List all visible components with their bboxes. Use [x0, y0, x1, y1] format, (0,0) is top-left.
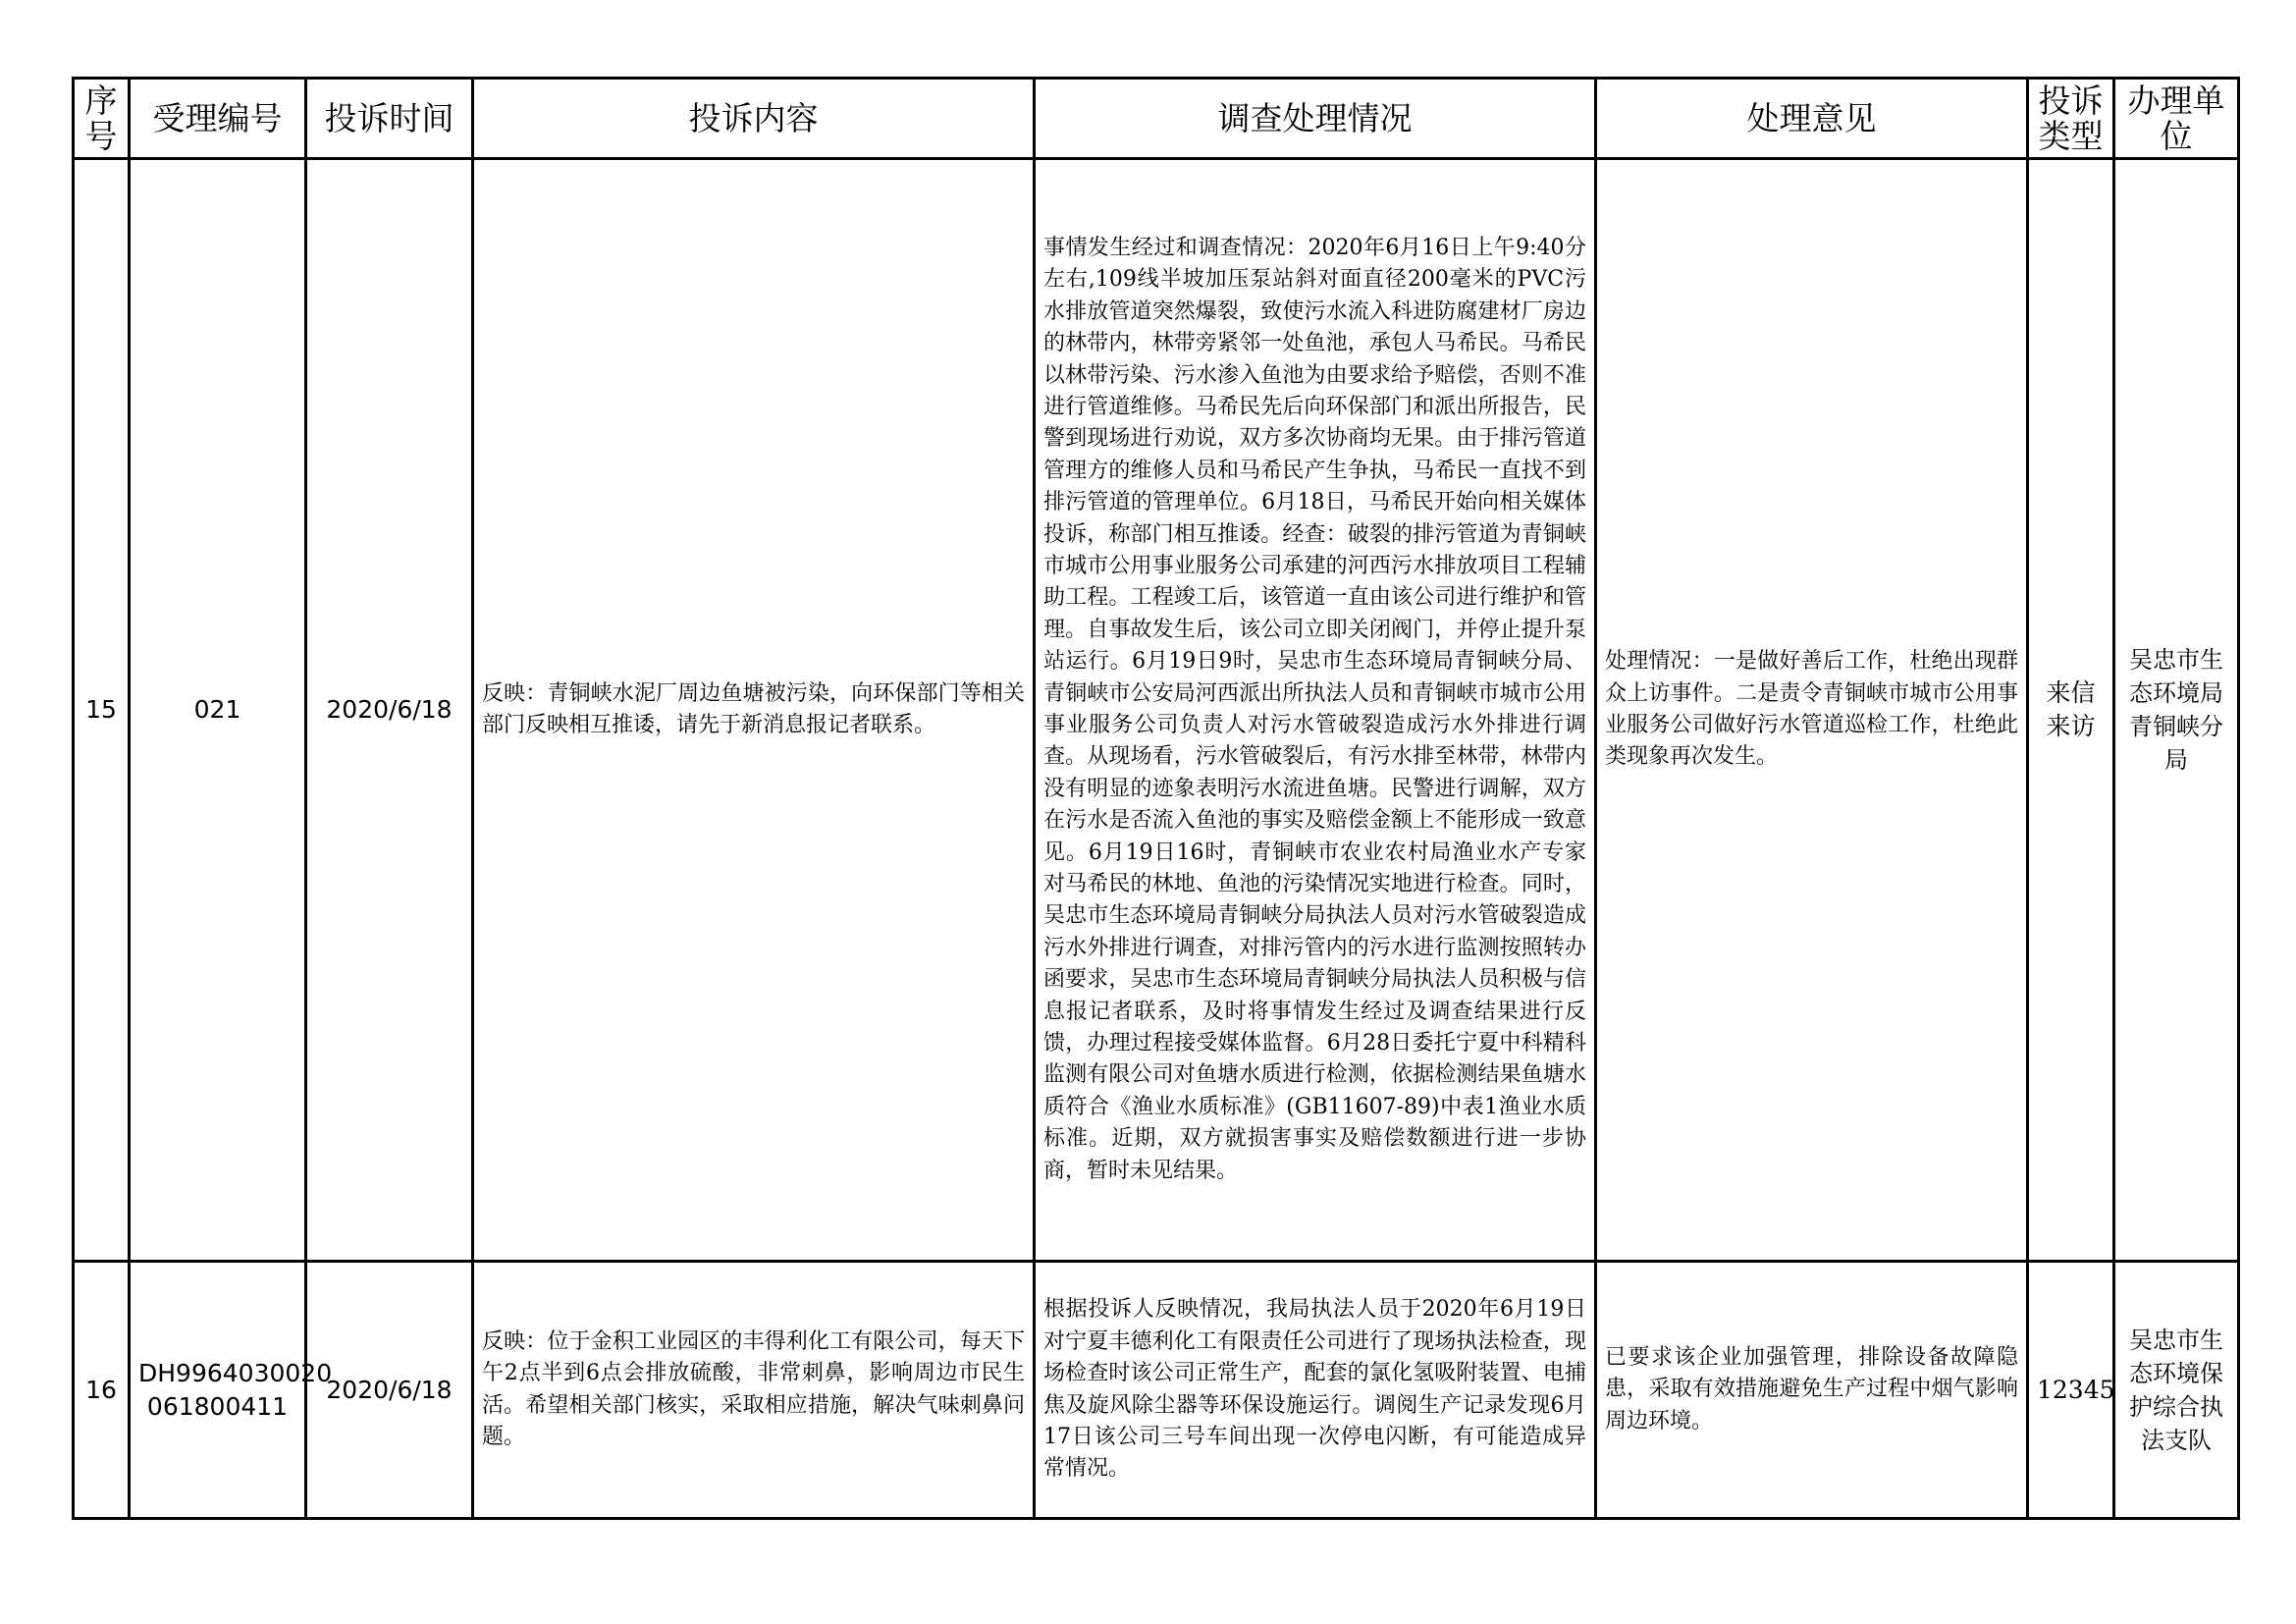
- row-type: 12345: [2028, 1262, 2114, 1519]
- row-case-id: 021: [130, 159, 306, 1262]
- row-time: 2020/6/18: [306, 159, 473, 1262]
- row-seq: 15: [74, 159, 130, 1262]
- row-seq: 16: [74, 1262, 130, 1519]
- row-unit: 吴忠市生态环境局青铜峡分局: [2114, 159, 2239, 1262]
- header-unit: 办理单位: [2114, 79, 2239, 159]
- row-time: 2020/6/18: [306, 1262, 473, 1519]
- row-opinion: 处理情况：一是做好善后工作，杜绝出现群众上访事件。二是责令青铜峡市城市公用事业服务公司做好污水管道巡检工作，杜绝此类现象再次发生。: [1596, 159, 2028, 1262]
- complaint-table: [72, 77, 2240, 1520]
- header-time: 投诉时间: [306, 79, 473, 159]
- table-row: [74, 1262, 2239, 1519]
- row-content: 反映：位于金积工业园区的丰得利化工有限公司，每天下午2点半到6点会排放硫酸，非常刺鼻，影响周边市民生活。希望相关部门核实，采取相应措施，解决气味刺鼻问题。: [473, 1262, 1035, 1519]
- case-id-line-1: DH9964030020: [138, 1358, 333, 1387]
- header-row: [74, 79, 2239, 159]
- header-content: 投诉内容: [473, 79, 1035, 159]
- header-investigation: 调查处理情况: [1035, 79, 1596, 159]
- row-case-id: [130, 1262, 333, 1519]
- header-type: 投诉类型: [2028, 79, 2114, 159]
- row-opinion: 已要求该企业加强管理，排除设备故障隐患，采取有效措施避免生产过程中烟气影响周边环境。: [1596, 1262, 2028, 1519]
- case-id-line-2: 061800411: [146, 1391, 289, 1421]
- row-unit: 吴忠市生态环境保护综合执法支队: [2114, 1262, 2239, 1519]
- row-investigation: 根据投诉人反映情况，我局执法人员于2020年6月19日对宁夏丰德利化工有限责任公司进行了现场执法检查，现场检查时该公司正常生产，配套的氯化氢吸附装置、电捕焦及旋风除尘器等环保设施运行。调阅生产记录发现6月17日该公司三号车间出现一次停电闪断，有可能造成异常情况。: [1035, 1262, 1596, 1519]
- header-case-id: 受理编号: [130, 79, 306, 159]
- header-opinion: 处理意见: [1596, 79, 2028, 159]
- row-content: 反映：青铜峡水泥厂周边鱼塘被污染，向环保部门等相关部门反映相互推诿，请先于新消息报记者联系。: [473, 159, 1035, 1262]
- header-seq: 序号: [74, 79, 130, 159]
- row-investigation: 事情发生经过和调查情况：2020年6月16日上午9:40分左右,109线半坡加压泵站斜对面直径200毫米的PVC污水排放管道突然爆裂，致使污水流入科进防腐建材厂房边的林带内，林带旁紧邻一处鱼池，承包人马希民。马希民以林带污染、污水渗入鱼池为由要求给予赔偿，否则不准进行管道维修。马希民先后向环保部门和派出所报告，民警到现场进行劝说，双方多次协商均无果。由于排污管道管理方的维修人员和马希民产生争执，马希民一直找不到排污管道的管理单位。6月18日，马希民开始向相关媒体投诉，称部门相互推诿。经查：破裂的排污管道为青铜峡市城市公用事业服务公司承建的河西污水排放项目工程辅助工程。工程竣工后，该管道一直由该公司进行维护和管理。自事故发生后，该公司立即关闭阀门，并停止提升泵站运行。6月19日9时，吴忠市生态环境局青铜峡分局、青铜峡市公安局河西派出所执法人员和青铜峡市城市公用事业服务公司负责人对污水管破裂造成污水外排进行调查。从现场看，污水管破裂后，有污水排至林带，林带内没有明显的迹象表明污水流进鱼塘。民警进行调解，双方在污水是否流入鱼池的事实及赔偿金额上不能形成一致意见。6月19日16时，青铜峡市农业农村局渔业水产专家对马希民的林地、鱼池的污染情况实地进行检查。同时，吴忠市生态环境局青铜峡分局执法人员对污水管破裂造成污水外排进行调查，对排污管内的污水进行监测按照转办函要求，吴忠市生态环境局青铜峡分局执法人员积极与信息报记者联系，及时将事情发生经过及调查结果进行反馈，办理过程接受媒体监督。6月28日委托宁夏中科精科监测有限公司对鱼塘水质进行检测，依据检测结果鱼塘水质符合《渔业水质标准》(GB11607-89)中表1渔业水质标准。近期，双方就损害事实及赔偿数额进行进一步协商，暂时未见结果。: [1035, 159, 1596, 1262]
- table-row: [74, 159, 2239, 1262]
- row-type: 来信来访: [2028, 159, 2114, 1262]
